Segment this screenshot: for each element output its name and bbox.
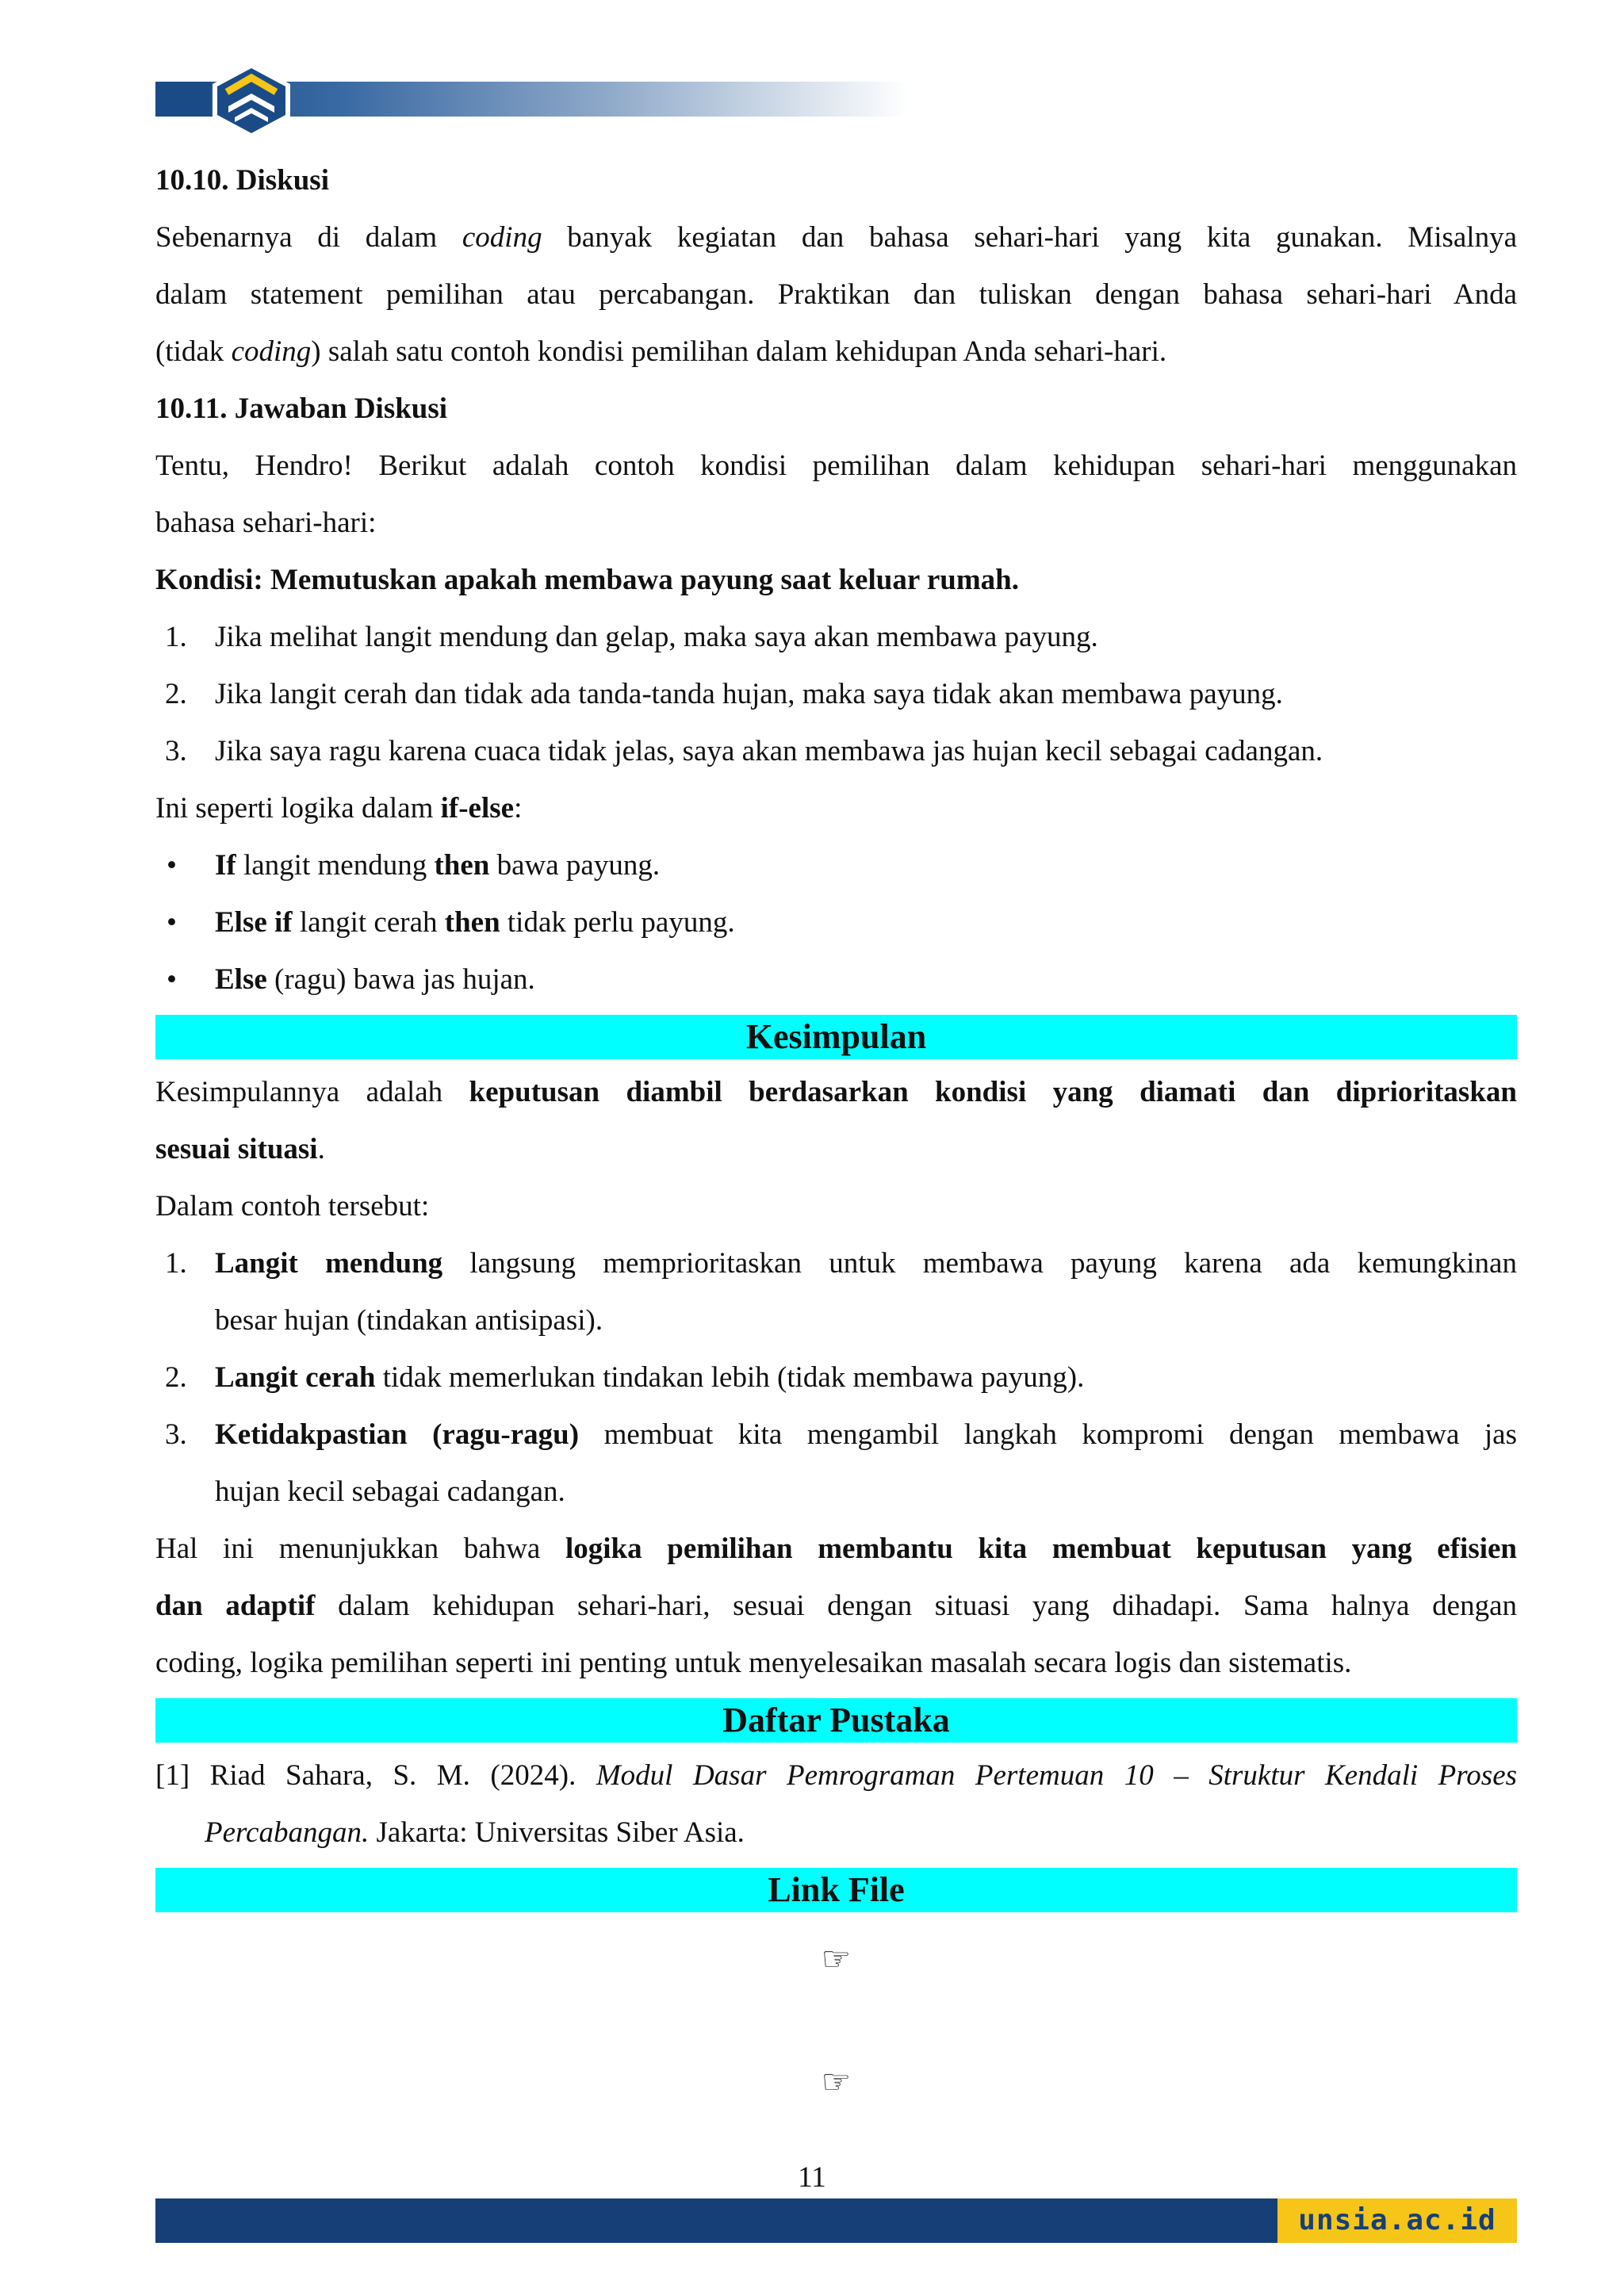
bullet-icon: • — [167, 963, 177, 996]
logic-line: Ini seperti logika dalam if-else: — [155, 792, 523, 825]
list-item: • Else if langit cerah then tidak perlu payung. — [155, 894, 1517, 951]
answer-intro-line-2: bahasa sehari-hari: — [155, 507, 377, 539]
pointing-hand-icon[interactable]: ☞ — [821, 1942, 852, 1978]
discussion-line-2: dalam statement pemilihan atau percabangan. Praktikan dan tuliskan dengan bahasa sehari-hari Anda — [155, 278, 1517, 311]
link-file-banner: Link File — [155, 1868, 1517, 1912]
reference-1-line-2: Percabangan. Jakarta: Universitas Siber Asia. — [205, 1816, 745, 1849]
page-number: 11 — [798, 2161, 826, 2194]
list-item: • Else (ragu) bawa jas hujan. — [155, 951, 1517, 1008]
conclusion-paragraph-line-2: sesuai situasi. — [155, 1133, 325, 1165]
university-logo-icon — [208, 60, 295, 140]
list-item: 3. Jika saya ragu karena cuaca tidak jelas, saya akan membawa jas hujan kecil sebagai cadangan. — [165, 735, 1323, 767]
list-item: 2. Langit cerah tidak memerlukan tindakan lebih (tidak membawa payung). — [165, 1361, 1085, 1394]
bullet-icon: • — [167, 906, 177, 939]
answer-heading: 10.11. Jawaban Diskusi — [155, 392, 448, 425]
list-item: • If langit mendung then bawa payung. — [155, 837, 1517, 894]
answer-intro-line-1: Tentu, Hendro! Berikut adalah contoh kondisi pemilihan dalam kehidupan sehari-hari menggunakan — [155, 450, 1517, 482]
footer-bar — [155, 2198, 1277, 2243]
conclusion-example-intro: Dalam contoh tersebut: — [155, 1190, 430, 1223]
list-item: 1. Langit mendung langsung memprioritaskan untuk membawa payung karena ada kemungkinan besar hujan (tindakan antisipasi). — [165, 1247, 1517, 1337]
list-item: 3. Ketidakpastian (ragu-ragu) membuat kita mengambil langkah kompromi dengan membawa jas hujan kecil sebagai cadangan. — [165, 1418, 1517, 1508]
closing-line-1: Hal ini menunjukkan bahwa logika pemilihan membantu kita membuat keputusan yang efisien — [155, 1533, 1518, 1565]
page-content — [155, 152, 1517, 2107]
bullet-icon: • — [167, 849, 177, 882]
closing-line-3: coding, logika pemilihan seperti ini penting untuk menyelesaikan masalah secara logis dan sistematis. — [155, 1647, 1352, 1679]
conclusion-paragraph-line-1: Kesimpulannya adalah keputusan diambil berdasarkan kondisi yang diamati dan diprioritaskan — [155, 1076, 1517, 1108]
logic-bullet-list — [155, 837, 1517, 1008]
references-banner: Daftar Pustaka — [155, 1698, 1517, 1743]
reference-1-line-1: [1] Riad Sahara, S. M. (2024). Modul Dasar Pemrograman Pertemuan 10 – Struktur Kendali Proses — [155, 1759, 1518, 1792]
discussion-line-3: (tidak coding) salah satu contoh kondisi pemilihan dalam kehidupan Anda sehari-hari. — [155, 335, 1167, 368]
answer-numbered-list — [155, 609, 1517, 780]
conclusion-banner: Kesimpulan — [155, 1015, 1517, 1059]
conclusion-numbered-list — [155, 1235, 1517, 1521]
discussion-heading: 10.10. Diskusi — [155, 164, 329, 197]
closing-line-2: dan adaptif dalam kehidupan sehari-hari, sesuai dengan situasi yang dihadapi. Sama halnya dengan — [155, 1590, 1517, 1622]
footer-url: unsia.ac.id — [1277, 2198, 1517, 2243]
list-item: 1. Jika melihat langit mendung dan gelap, maka saya akan membawa payung. — [165, 621, 1098, 653]
answer-condition: Kondisi: Memutuskan apakah membawa payung saat keluar rumah. — [155, 564, 1019, 596]
header-block — [155, 82, 211, 117]
pointing-hand-icon[interactable]: ☞ — [821, 2064, 852, 2101]
list-item: 2. Jika langit cerah dan tidak ada tanda-tanda hujan, maka saya tidak akan membawa payung. — [165, 678, 1283, 710]
discussion-line-1: Sebenarnya di dalam coding banyak kegiatan dan bahasa sehari-hari yang kita gunakan. Misalnya — [155, 221, 1517, 254]
